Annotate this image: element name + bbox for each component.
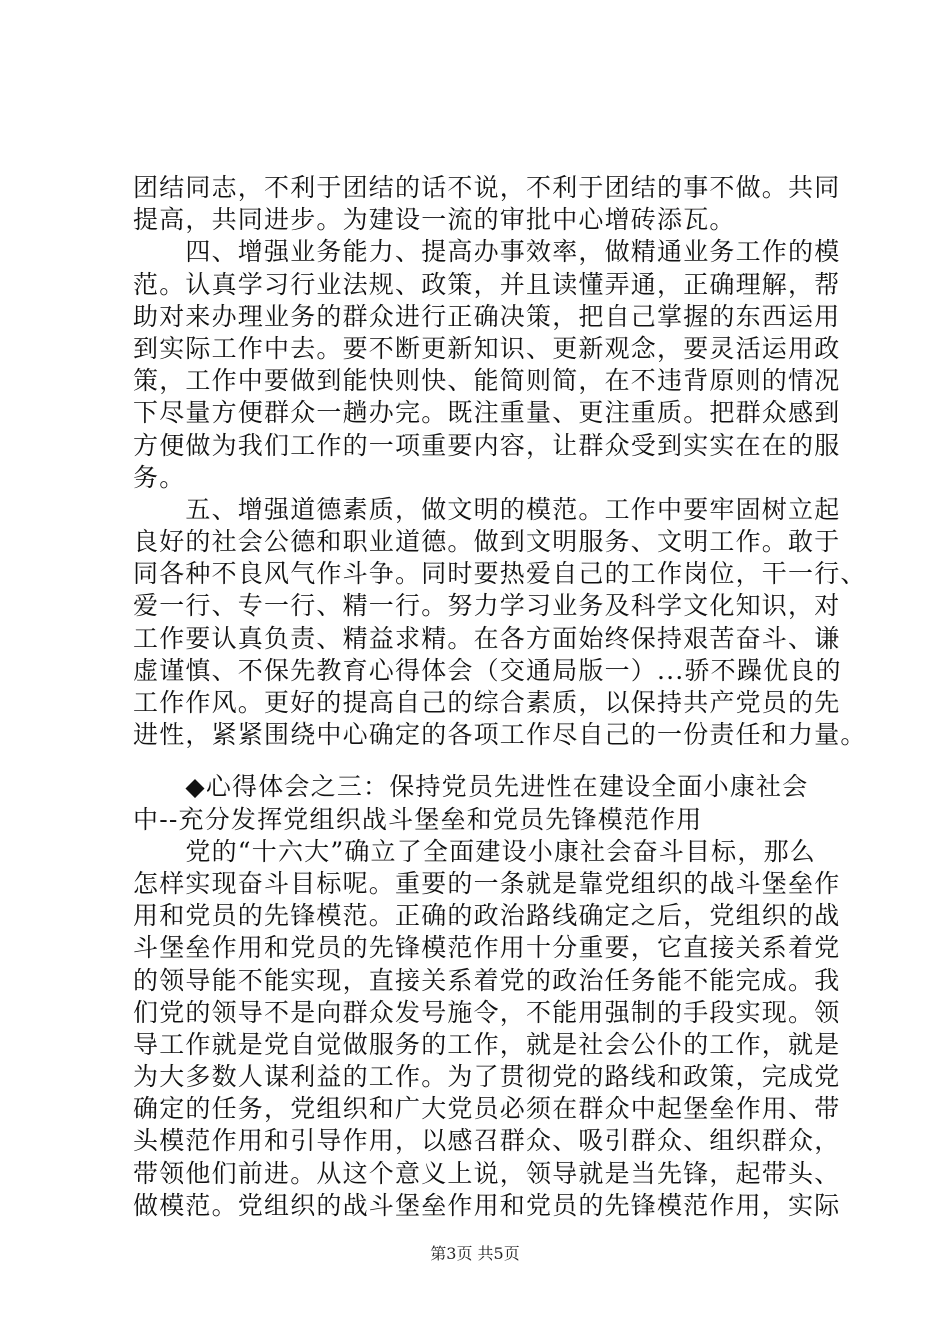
text-line: 虚谨慎、不保先教育心得体会（交通局版一）...骄不躁优良的 — [133, 655, 842, 685]
text-line: 工作作风。更好的提高自己的综合素质，以保持共产党员的先 — [133, 688, 841, 717]
text-line: 策，工作中要做到能快则快、能简则简，在不违背原则的情况 — [133, 366, 841, 396]
text-line: 带领他们前进。从这个意义上说，领导就是当先锋，起带头、 — [133, 1158, 841, 1188]
text-line: 确定的任务，党组织和广大党员必须在群众中起堡垒作用、带 — [133, 1094, 841, 1124]
section-spacer — [133, 751, 823, 771]
text-line: 为大多数人谋利益的工作。为了贯彻党的路线和政策，完成党 — [133, 1062, 841, 1092]
text-line: 怎样实现奋斗目标呢。重要的一条就是靠党组织的战斗堡垒作 — [133, 868, 841, 898]
text-line: 工作要认真负责、精益求精。在各方面始终保持艰苦奋斗、谦 — [133, 623, 841, 653]
text-line: 做模范。党组织的战斗堡垒作用和党员的先锋模范作用，实际 — [133, 1190, 841, 1220]
text-line: 务。 — [133, 462, 186, 492]
text-line: 爱一行、专一行、精一行。努力学习业务及科学文化知识，对 — [133, 591, 841, 621]
text-line: 团结同志，不利于团结的话不说，不利于团结的事不做。共同 — [133, 173, 841, 202]
text-line: 到实际工作中去。要不断更新知识、更新观念，要灵活运用政 — [133, 333, 841, 363]
text-line: 提高，共同进步。为建设一流的审批中心增砖添瓦。 — [133, 205, 736, 235]
text-line: 斗堡垒作用和党员的先锋模范作用十分重要，它直接关系着党 — [133, 933, 841, 963]
text-line: 头模范作用和引导作用，以感召群众、吸引群众、组织群众， — [133, 1126, 841, 1156]
page-footer: 第3页 共5页 — [430, 1244, 520, 1263]
text-line: 们党的领导不是向群众发号施令，不能用强制的手段实现。领 — [133, 997, 841, 1027]
text-line: 范。认真学习行业法规、政策，并且读懂弄通，正确理解，帮 — [133, 269, 841, 299]
text-line: 同各种不良风气作斗争。同时要热爱自己的工作岗位，干一行、 — [133, 559, 867, 589]
text-line: 良好的社会公德和职业道德。做到文明服务、文明工作。敢于 — [133, 527, 841, 557]
text-line: 下尽量方便群众一趟办完。既注重量、更注重质。把群众感到 — [133, 398, 841, 428]
text-line: 方便做为我们工作的一项重要内容，让群众受到实实在在的服 — [133, 430, 841, 460]
document-body — [133, 172, 867, 1222]
section-heading-line: ◆心得体会之三：保持党员先进性在建设全面小康社会 — [133, 772, 809, 802]
text-line: 的领导能不能实现，直接关系着党的政治任务能不能完成。我 — [133, 965, 841, 995]
text-line: 五、增强道德素质，做文明的模范。工作中要牢固树立起 — [133, 494, 841, 524]
text-line: 四、增强业务能力、提高办事效率，做精通业务工作的模 — [133, 237, 841, 267]
text-line: 导工作就是党自觉做服务的工作，就是社会公仆的工作，就是 — [133, 1029, 841, 1059]
text-line: 助对来办理业务的群众进行正确决策，把自己掌握的东西运用 — [133, 301, 841, 331]
text-line: 党的“十六大”确立了全面建设小康社会奋斗目标，那么 — [133, 836, 816, 866]
section-heading-line: 中--充分发挥党组织战斗堡垒和党员先锋模范作用 — [133, 804, 703, 834]
text-line: 进性，紧紧围绕中心确定的各项工作尽自己的一份责任和力量。 — [133, 720, 867, 750]
text-line: 用和党员的先锋模范。正确的政治路线确定之后，党组织的战 — [133, 901, 841, 931]
